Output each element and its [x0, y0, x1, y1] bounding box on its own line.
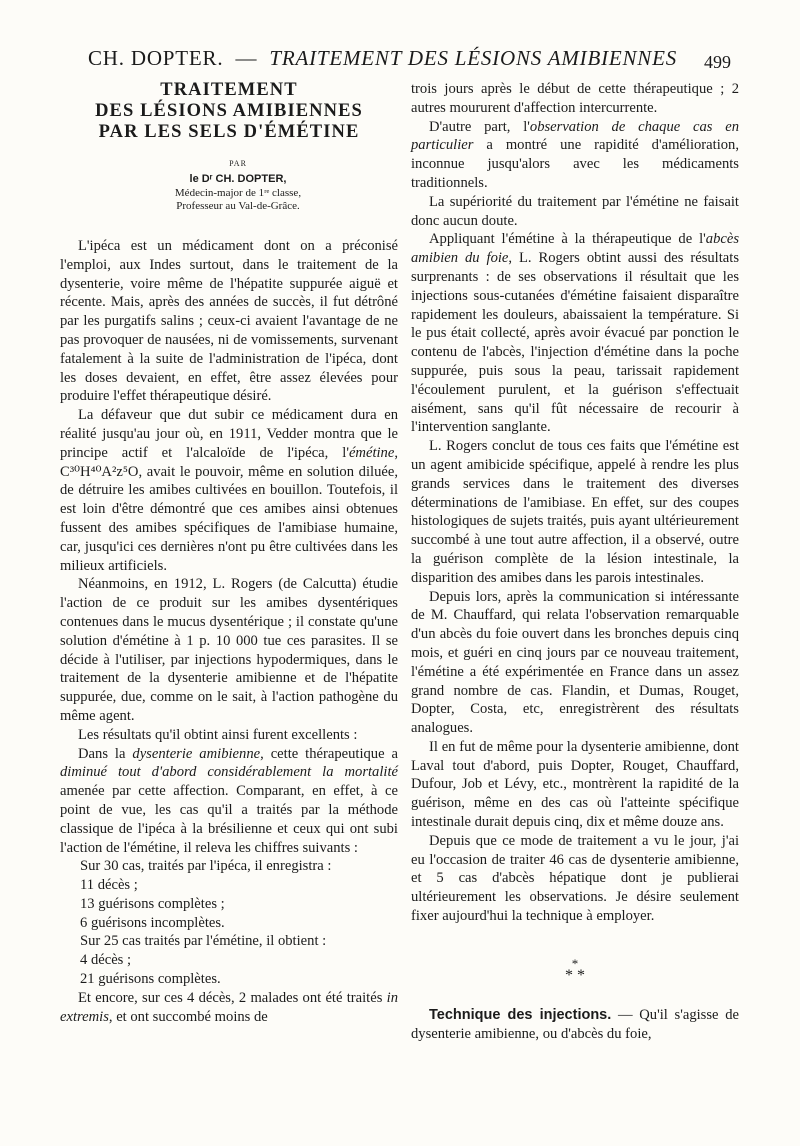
text-run: amenée par cette affection. Comparant, en effet, à ce point de vue, les cas qu'il a traités par la méthode classique de l'ipéca à la brésilienne et ceux qui ont subi l'action de l'émétine, il releva les chiffres suivants :: [60, 783, 398, 856]
running-head: [88, 46, 748, 71]
paragraph: [411, 1006, 739, 1044]
byline-author: le Dʳ CH. DOPTER,: [189, 173, 287, 185]
paragraph: [60, 989, 398, 1027]
paragraph: [411, 118, 739, 193]
left-column: [60, 80, 398, 1026]
paragraph: Il en fut de même pour la dysenterie amibienne, dont Laval tout d'abord, puis Dopter, Rouget, Chauffard, Dufour, Job et Lévy, etc., montrèrent la rapidité de la guérison, même en des cas où l'atteinte spécifique intestinale durait depuis cinq, dix et même douze ans.: [411, 738, 739, 831]
asterism-bottom: * *: [565, 966, 585, 984]
paragraph: [60, 406, 398, 575]
paragraph: [411, 230, 739, 437]
paragraph: Les résultats qu'il obtint ainsi furent excellents :: [78, 726, 358, 743]
paragraph-continued: trois jours après le début de cette thérapeutique ; 2 autres moururent d'affection intercurrente.: [411, 81, 739, 116]
paragraph: Depuis que ce mode de traitement a vu le jour, j'ai eu l'occasion de traiter 46 cas de dysenterie amibienne, et 5 cas d'abcès hépatique dont je publierai ultérieurement les observations. Je désire seulement fixer aujourd'hui la technique à employer.: [411, 832, 739, 925]
byline-role: Professeur au Val-de-Grâce.: [176, 200, 300, 212]
text-run: D'autre part, l': [429, 118, 530, 135]
text-run-italic: dysenterie amibienne: [132, 745, 261, 762]
article-title-line: DES LÉSIONS AMIBIENNES: [95, 101, 363, 121]
text-run: Et encore, sur ces 4 décès, 2 malades ont été traités: [78, 989, 387, 1006]
running-head-title: TRAITEMENT DES LÉSIONS AMIBIENNES: [269, 46, 678, 70]
paragraph: L. Rogers conclut de tous ces faits que l'émétine est un agent amibicide spécifique, appelé à rendre les plus grands services dans le traitement des diverses déterminations de l'amibiase. En effet, sur des coupes histologiques de sujets traités, puis ayant ultérieurement succombé à une tout autre affection, il a observé, outre la guérison complète de la lésion intestinale, la disparition des amibes dans les parois intestinales.: [411, 438, 739, 586]
asterism-top: *: [571, 955, 579, 971]
text-run: a montré une rapidité d'amélioration, inconnue jusqu'alors avec les médicaments traditionnels.: [411, 137, 739, 191]
text-run-italic: abcès amibien du foie: [411, 231, 739, 267]
list-head: Sur 30 cas, traités par l'ipéca, il enregistra :: [80, 858, 332, 875]
text-run: Dans la: [78, 745, 133, 762]
paragraph: [60, 745, 398, 858]
right-column: [411, 80, 739, 1043]
list-item: 4 décès ;: [80, 952, 132, 969]
section-asterism: [411, 955, 739, 984]
text-run-italic: observation de chaque cas en particulier: [411, 118, 739, 154]
list-head: Sur 25 cas traités par l'émétine, il obtient :: [80, 933, 327, 950]
text-run: — Qu'il s'agisse de dysenterie amibienne, ou d'abcès du foie,: [411, 1006, 739, 1042]
text-run: Appliquant l'émétine à la thérapeutique de l': [429, 231, 706, 248]
running-head-separator: —: [235, 46, 258, 70]
list-item: 21 guérisons complètes.: [80, 971, 221, 988]
running-head-author: CH. DOPTER.: [88, 46, 224, 70]
text-run: , et ont succombé moins de: [108, 1008, 268, 1025]
paragraph: Depuis lors, après la communication si intéressante de M. Chauffard, qui relata l'observation remarquable d'un abcès du foie ouvert dans les bronches depuis cinq mois, et guéri en cinq jours par ce nouveau traitement, l'émétine a été expérimentée en France dans un assez grand nombre de cas. Flandin, et Dumas, Rouget, Dopter, Costa, etc, enregistrèrent des résultats analogues.: [411, 588, 739, 737]
article-title-line: PAR LES SELS D'ÉMÉTINE: [98, 122, 360, 142]
byline-par: PAR: [229, 159, 247, 168]
section-heading: Technique des injections.: [429, 1006, 612, 1023]
text-run-italic: émétine: [348, 444, 395, 461]
page-number: 499: [704, 52, 731, 72]
text-run: avait le pouvoir, même en solution diluée, de détruire les amibes cultivées en bouillon. Toutefois, il est loin d'être démontré que ces amibes ainsi obtenues fussent des amibes spécifiques de l'amibiase humaine, car, jusqu'ici ces dernières n'ont pu être cultivées dans les milieux artificiels.: [60, 463, 398, 574]
article-title: [60, 80, 398, 143]
text-run: , cette thérapeutique a: [260, 745, 398, 762]
paragraph: L'ipéca est un médicament dont on a préconisé l'emploi, aux Indes surtout, dans le traitement de la dysenterie, voire même de l'hépatite suppurée aiguë et récente. Mais, après des années de succès, il fut détrôné par les purgatifs salins ; ceux-ci avaient l'avantage de ne pas provoquer de nausées, ni de vomissements, survenant fatalement à la suite de l'administration de l'ipéca, dont les doses devaient, en effet, être assez élevées pour produire l'effet thérapeutique désiré.: [60, 238, 398, 405]
paragraph: La supériorité du traitement par l'émétine ne faisait donc aucun doute.: [411, 193, 739, 229]
text-run: La défaveur que dut subir ce médicament dura en réalité jusqu'au jour où, en 1911, Vedder montra que le principe actif et l'alcaloïde de l'ipéca, l': [60, 407, 398, 461]
text-run-italic: in extremis: [60, 989, 398, 1025]
chemical-formula: , C³⁰H⁴⁰A²z⁵O,: [60, 444, 398, 480]
list-item: 13 guérisons complètes ;: [80, 895, 225, 912]
list-item: 11 décès ;: [80, 877, 138, 894]
paragraph: Néanmoins, en 1912, L. Rogers (de Calcutta) étudie l'action de ce produit sur les amibes dysentériques contenues dans le mucus dysentérique ; il constate qu'une solution d'émétine à 1 p. 10 000 tue ces parasites. Il se décide à l'utiliser, par injections hypodermiques, dans le traitement de la dysenterie amibienne et de l'hépatite suppurée, due, comme on le sait, à l'action pathogène du même agent.: [60, 576, 398, 724]
article-title-line: TRAITEMENT: [160, 80, 298, 100]
text-run: , L. Rogers obtint aussi des résultats surprenants : de ses observations il résultait que les injections sous-cutanées d'émétine faisaient disparaître rapidement les douleurs, abaissaient la température. Si le pus était collecté, après avoir évacué par ponction le contenu de l'abcès, l'injection d'émétine dans la poche suppurée, puis sous la peau, tarissait rapidement l'écoulement purulent, et la guérison s'effectuait aisément, sans qu'il fût nécessaire de recourir à l'intervention sanglante.: [411, 250, 739, 436]
list-item: 6 guérisons incomplètes.: [80, 914, 225, 931]
text-run-italic: diminué tout d'abord considérablement la mortalité: [60, 764, 398, 781]
byline-role: Médecin-major de 1ʳᵉ classe,: [174, 187, 302, 199]
